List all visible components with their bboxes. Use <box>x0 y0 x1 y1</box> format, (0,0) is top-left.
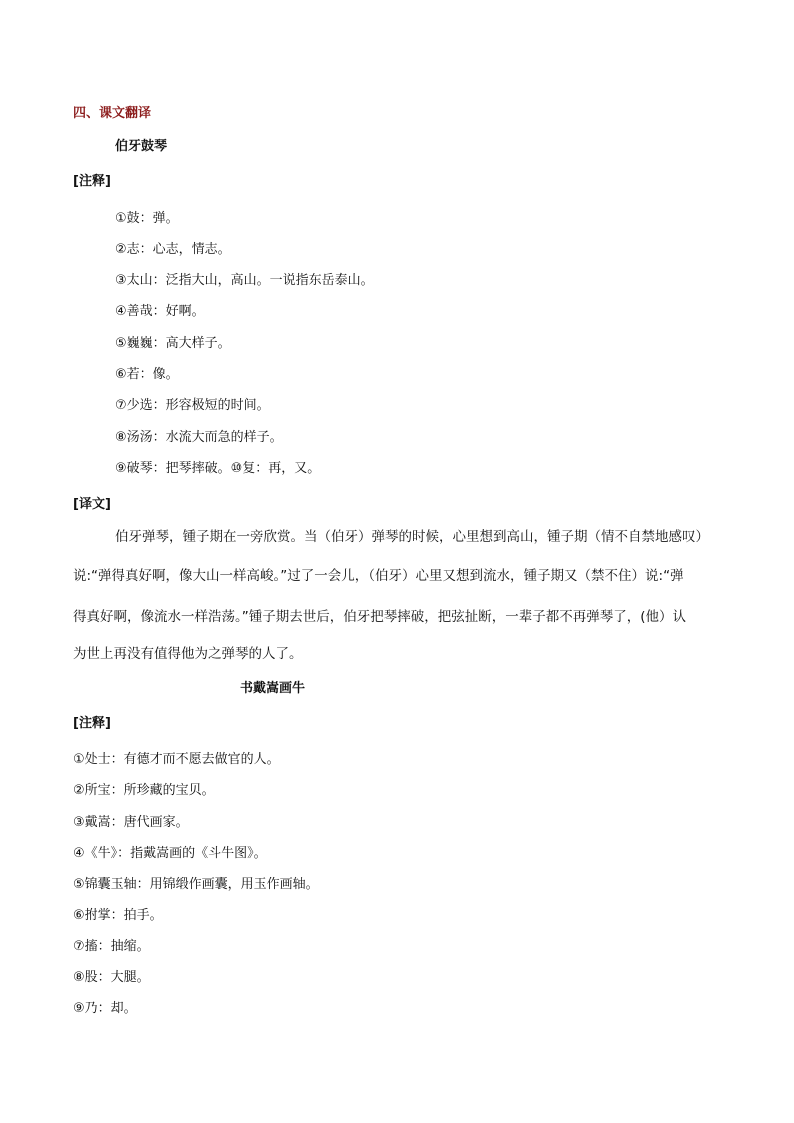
note-item: ④善哉：好啊。 <box>115 304 205 319</box>
translation-line: 说:“弹得真好啊，像大山一样高峻。”过了一会儿，（伯牙）心里又想到流水，锺子期又（禁不住）说:“弹 <box>73 568 684 584</box>
note-item: ⑧股：大腿。 <box>73 970 150 985</box>
note-item: ⑦少选：形容极短的时间。 <box>115 398 270 413</box>
note-item: ③戴嵩：唐代画家。 <box>73 815 189 830</box>
note-item: ⑤锦囊玉轴：用锦缎作画囊，用玉作画轴。 <box>73 877 319 892</box>
note-item: ①处士：有德才而不愿去做官的人。 <box>73 752 280 767</box>
note-item: ⑧汤汤：水流大而急的样子。 <box>115 430 283 445</box>
translation-line: 得真好啊，像流水一样浩荡。”锺子期去世后，伯牙把琴摔破，把弦扯断，一辈子都不再弹琴了，(他）认 <box>73 609 687 625</box>
translation-line: 为世上再没有值得他为之弹琴的人了。 <box>73 646 303 662</box>
note-item: ①鼓：弹。 <box>115 211 179 226</box>
notes-label-2: [注释] <box>73 716 111 731</box>
note-item: ⑥若：像。 <box>115 367 179 382</box>
note-item: ④《牛》：指戴嵩画的《斗牛图》。 <box>73 846 267 861</box>
translation-label: [译文] <box>73 497 111 512</box>
note-item: ⑨破琴：把琴摔破。⑩复：再，又。 <box>115 461 321 476</box>
note-item: ⑨乃：却。 <box>73 1001 137 1016</box>
note-item: ⑥拊掌：拍手。 <box>73 908 163 923</box>
note-item: ⑤巍巍：高大样子。 <box>115 336 231 351</box>
notes-label-1: [注释] <box>73 174 111 189</box>
article-title-boya: 伯牙鼓琴 <box>115 139 168 154</box>
section-heading: 四、课文翻译 <box>73 106 152 121</box>
article-title-daisong: 书戴嵩画牛 <box>240 681 306 696</box>
note-item: ③太山：泛指大山，高山。一说指东岳泰山。 <box>115 273 374 288</box>
note-item: ②所宝：所珍藏的宝贝。 <box>73 783 215 798</box>
note-item: ⑦搐：抽缩。 <box>73 939 150 954</box>
note-item: ②志：心志，情志。 <box>115 242 231 257</box>
translation-line: 伯牙弹琴，锺子期在一旁欣赏。当（伯牙）弹琴的时候，心里想到高山，锺子期（情不自禁地感叹） <box>115 529 709 545</box>
